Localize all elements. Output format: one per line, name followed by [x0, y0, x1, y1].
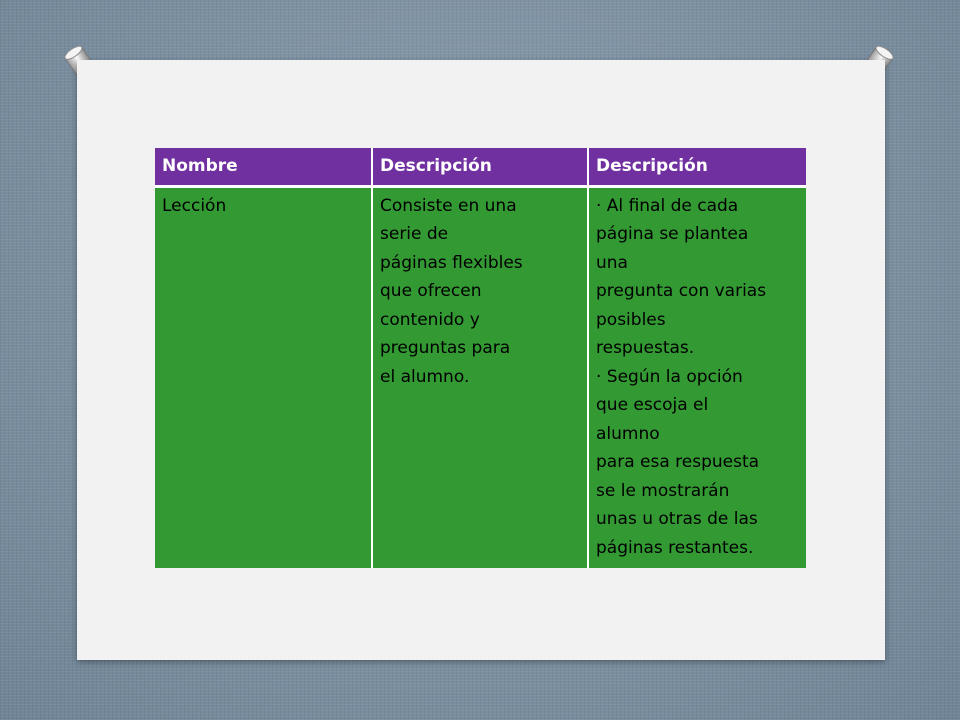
description-line: serie de	[380, 224, 449, 244]
detail-line: unas u otras de las	[596, 509, 758, 529]
header-descripcion-2: Descripción	[588, 148, 806, 186]
table-row	[155, 186, 806, 568]
header-nombre: Nombre	[155, 148, 372, 186]
cell-detail	[588, 186, 806, 568]
detail-line: posibles	[596, 309, 666, 330]
detail-line: se le mostrarán	[596, 480, 730, 501]
detail-line: para esa respuesta	[596, 452, 760, 472]
detail-line: · Al final de cada	[596, 195, 739, 216]
cell-description	[372, 186, 588, 568]
cell-name-text: Lección	[162, 195, 227, 216]
description-line: páginas flexibles	[380, 252, 523, 273]
content-table	[155, 148, 806, 568]
detail-line: alumno	[596, 423, 660, 444]
description-line: preguntas para	[380, 338, 511, 358]
detail-line: pregunta con varias	[596, 281, 767, 301]
detail-line: que escoja el	[596, 395, 709, 415]
description-line: el alumno.	[380, 366, 470, 387]
description-line: Consiste en una	[380, 195, 517, 216]
detail-line: páginas restantes.	[596, 537, 754, 558]
header-descripcion: Descripción	[372, 148, 588, 186]
detail-line: · Según la opción	[596, 366, 743, 387]
table-header-row	[155, 148, 806, 186]
detail-line: una	[596, 252, 628, 273]
detail-line: respuestas.	[596, 338, 695, 358]
detail-line: página se plantea	[596, 224, 749, 244]
description-line: contenido y	[380, 309, 480, 330]
cell-name	[155, 186, 372, 568]
description-line: que ofrecen	[380, 281, 482, 301]
